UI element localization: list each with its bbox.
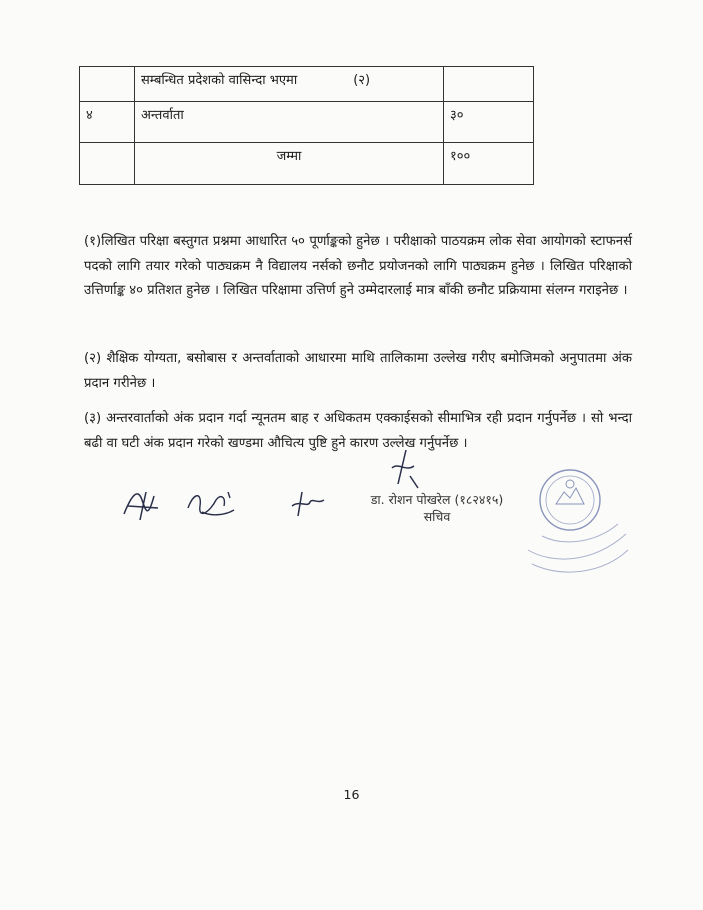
criteria-cell: अन्तर्वाता xyxy=(135,102,444,143)
marks-cell xyxy=(444,67,534,102)
criteria-sub-marks: (२) xyxy=(353,73,371,88)
signature-1 xyxy=(118,484,168,524)
signature-3 xyxy=(288,488,328,520)
signature-2 xyxy=(184,486,242,520)
table-row xyxy=(80,143,534,185)
ministry-seal xyxy=(522,464,632,580)
paragraph-written-exam: (१)लिखित परिक्षा बस्तुगत प्रश्नमा आधारित ५० पूर्णाङ्कको हुनेछ । परीक्षाको पाठयक्रम लोक सेवा आयोगको स्टाफनर्स पदको लागि तयार गरेको पाठ्यक्रम नै विद्यालय नर्सको छनौट प्रयोजनको लागि पाठ्यक्रम हुनेछ । लिखित परिक्षाको उत्तिर्णाङ्क ४० प्रतिशत हुनेछ । लिखित परिक्षामा उत्तिर्ण हुने उम्मेदारलाई मात्र बाँकी छनौट प्रक्रियामा संलग्न गराइनेछ । xyxy=(84,234,632,298)
serial-cell xyxy=(80,143,135,185)
total-marks-cell: १०० xyxy=(444,143,534,185)
serial-cell xyxy=(80,67,135,102)
marks-cell: ३० xyxy=(444,102,534,143)
paragraph-interview-marks: (३) अन्तरवार्ताको अंक प्रदान गर्दा न्यूनतम बाह र अधिकतम एक्काईसको सीमाभित्र रही प्रदान गर्नुपर्नेछ । सो भन्दा बढी वा घटी अंक प्रदान गरेको खण्डमा औचित्य पुष्टि हुने कारण उल्लेख गर्नुपर्नेछ । xyxy=(84,411,632,451)
page-number: 16 xyxy=(343,787,360,802)
criteria-label: सम्बन्धित प्रदेशको वासिन्दा भएमा xyxy=(141,73,298,88)
paragraph-marks-allocation: (२) शैक्षिक योग्यता, बसोबास र अन्तर्वाताको आधारमा माथि तालिकामा उल्लेख गरीए बमोजिमको अनुपातमा अंक प्रदान गरीनेछ । xyxy=(84,351,632,391)
signatory-name: डा. रोशन पोखरेल (१८२४१५) xyxy=(370,492,504,507)
marks-table xyxy=(79,66,534,185)
criteria-cell xyxy=(135,67,444,102)
table-row xyxy=(80,102,534,143)
total-label-cell: जम्मा xyxy=(135,143,444,185)
signature-secretary xyxy=(384,448,424,492)
serial-cell: ४ xyxy=(80,102,135,143)
signatory-designation: सचिव xyxy=(423,509,451,524)
table-row xyxy=(80,67,534,102)
signatory-block xyxy=(352,491,522,525)
